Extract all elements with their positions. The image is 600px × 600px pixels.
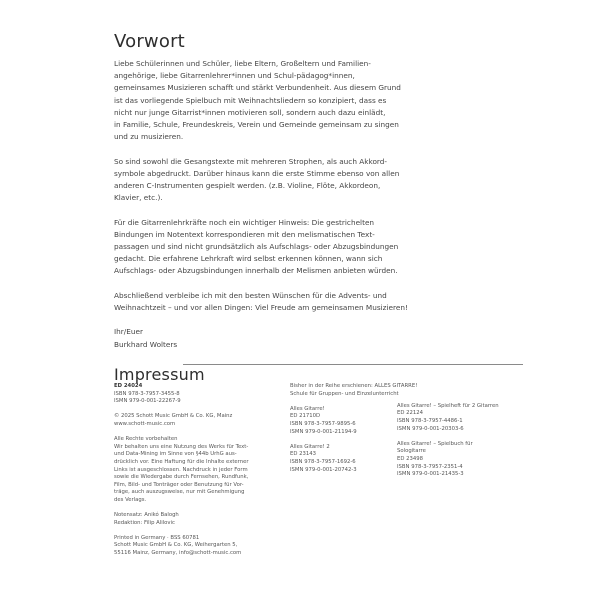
foreword-paragraph: Abschließend verbleibe ich mit den besten Wünschen für die Advents- und Weihnachtzeit – und vor allen Dingen: Viel Freude am gemeinsamen Musizieren! [114, 290, 408, 313]
copyright-notice: © 2025 Schott Music GmbH & Co. KG, Mainz www.schott-music.com [114, 413, 233, 427]
series-book: Alles Gitarre! – Spielbuch für Sologitarre ED 23498 ISBN 978-3-7957-2351-4 ISMN 979-0-001-21435-3 [397, 440, 473, 478]
impressum-heading: Impressum [114, 365, 205, 385]
foreword-body [114, 58, 534, 363]
rights-notice: Alle Rechte vorbehalten Wir behalten uns eine Nutzung des Werks für Text- und Data-Mining im Sinne von §44b UrhG aus- drücklich vor. Eine Haftung für die Inhalte externer Links ist ausgeschlossen. Nachdruck in jeder Form sowie die Wiedergabe durch Fernsehen, Rundfunk, Film, Bild- und Tonträger oder Benutzung für Vor- träge, auch auszugsweise, nur mit Genehmigung des Verlags. [114, 436, 249, 503]
series-book: Alles Gitarre! 2 ED 23143 ISBN 978-3-7957-1692-6 ISMN 979-0-001-20742-3 [290, 443, 357, 473]
series-book-list [290, 402, 530, 479]
series-book: Alles Gitarre! – Spielheft für 2 Gitarren ED 22124 ISBN 978-3-7957-4486-1 ISMN 979-0-001-20303-6 [397, 402, 499, 432]
foreword-paragraph: Für die Gitarrenlehrkräfte noch ein wichtiger Hinweis: Die gestrichelten Bindungen im Notentext korrespondieren mit den melismatischen Text- passagen und sind nicht grundsätzlich als Aufschlags- oder Abzugsbindungen gedacht. Die erfahrene Lehrkraft wird selbst erkennen können, wann sich Aufschlags- oder Abzugsbindungen innerhalb der Melismen anbieten würden. [114, 217, 399, 276]
vorwort-heading: Vorwort [114, 31, 185, 53]
series-book: Alles Gitarre! ED 21710D ISBN 978-3-7957-9895-6 ISMN 979-0-001-21194-9 [290, 405, 357, 435]
foreword-signature: Ihr/Euer Burkhard Wolters [114, 327, 178, 349]
heading-rule-divider [183, 364, 523, 365]
impressum-left-column [114, 383, 284, 565]
credits: Notensatz: Anikó Balogh Redaktion: Filip Alilovic [114, 512, 179, 526]
foreword-paragraph: So sind sowohl die Gesangstexte mit mehreren Strophen, als auch Akkord- symbole abgedruckt. Darüber hinaus kann die erste Stimme ebenso von allen anderen C-Instrumenten gespielt werden. (z.B. Violine, Flöte, Akkordeon, Klavier, etc.). [114, 156, 400, 203]
isbn-ismn: ISBN 978-3-7957-3455-8 ISMN 979-0-001-22267-9 [114, 390, 181, 405]
edition-number: ED 24024 [114, 383, 143, 389]
series-intro: Bisher in der Reihe erschienen: ALLES GITARRE! Schule für Gruppen- und Einzelunterricht [290, 383, 418, 397]
foreword-paragraph: Liebe Schülerinnen und Schüler, liebe Eltern, Großeltern und Familien- angehörige, liebe Gitarrenlehrer*innen und Schul-pädagog*innen, gemeinsames Musizieren schafft und stärkt Verbundenheit. Aus diesem Grund ist das vorliegende Spielbuch mit Weihnachtsliedern so konzipiert, dass es nicht nur junge Gitarrist*innen motivieren soll, sondern auch dazu einlädt, in Familie, Schule, Freundeskreis, Verein und Gemeinde gemeinsam zu singen und zu musizieren. [114, 59, 401, 142]
impressum-right-column [290, 383, 530, 479]
printing-info: Printed in Germany · BSS 60781 Schott Music GmbH & Co. KG, Weihergarten 5, 55116 Mainz, Germany, info@schott-music.com [114, 534, 242, 557]
